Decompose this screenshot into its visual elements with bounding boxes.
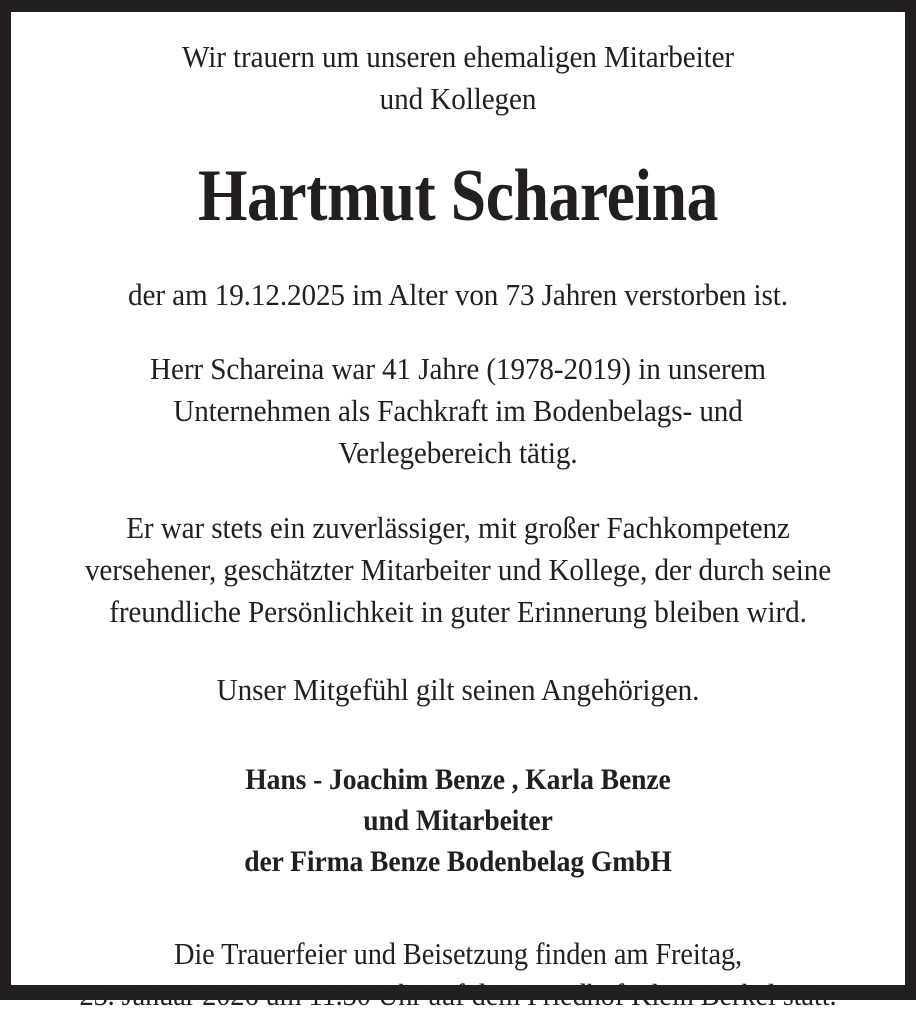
funeral-line-1: Die Trauerfeier und Beisetzung finden am Freitag,	[173, 937, 743, 971]
signature-line-2: und Mitarbeiter	[363, 804, 553, 837]
tribute-line-1: Er war stets ein zuverlässiger, mit großer Fachkompetenz	[126, 510, 790, 545]
signature-line-1: Hans - Joachim Benze , Karla Benze	[245, 763, 671, 796]
signature-block	[61, 711, 854, 882]
intro-line-1: Wir trauern um unseren ehemaligen Mitarbeiter	[181, 39, 735, 74]
intro-text	[53, 36, 863, 120]
service-line-3: Verlegebereich tätig.	[338, 435, 578, 470]
tribute-text	[53, 507, 863, 633]
service-history-text	[53, 348, 863, 474]
sympathy-text	[53, 669, 863, 711]
service-line-1: Herr Schareina war 41 Jahre (1978-2019) in unserem	[150, 351, 766, 386]
service-line-2: Unternehmen als Fachkraft im Bodenbelags- und	[173, 393, 743, 428]
intro-line-2: und Kollegen	[379, 81, 537, 116]
funeral-line-2: 23. Januar 2026 um 11.30 Uhr auf dem Friedhof Klein Berkel statt.	[79, 978, 837, 1012]
signature-line-3: der Firma Benze Bodenbelag GmbH	[244, 845, 672, 878]
tribute-line-2: versehener, geschätzter Mitarbeiter und Kollege, der durch seine	[84, 552, 832, 587]
deceased-name: Hartmut Schareina	[197, 155, 719, 237]
obituary-notice	[11, 12, 905, 1012]
funeral-details-text	[57, 934, 859, 1016]
sympathy-line-1: Unser Mitgefühl gilt seinen Angehörigen.	[216, 672, 700, 707]
death-announcement-line	[53, 274, 863, 316]
tribute-line-3: freundliche Persönlichkeit in guter Erinnerung bleiben wird.	[109, 594, 807, 629]
death-announcement-text: der am 19.12.2025 im Alter von 73 Jahren verstorben ist.	[128, 277, 788, 312]
